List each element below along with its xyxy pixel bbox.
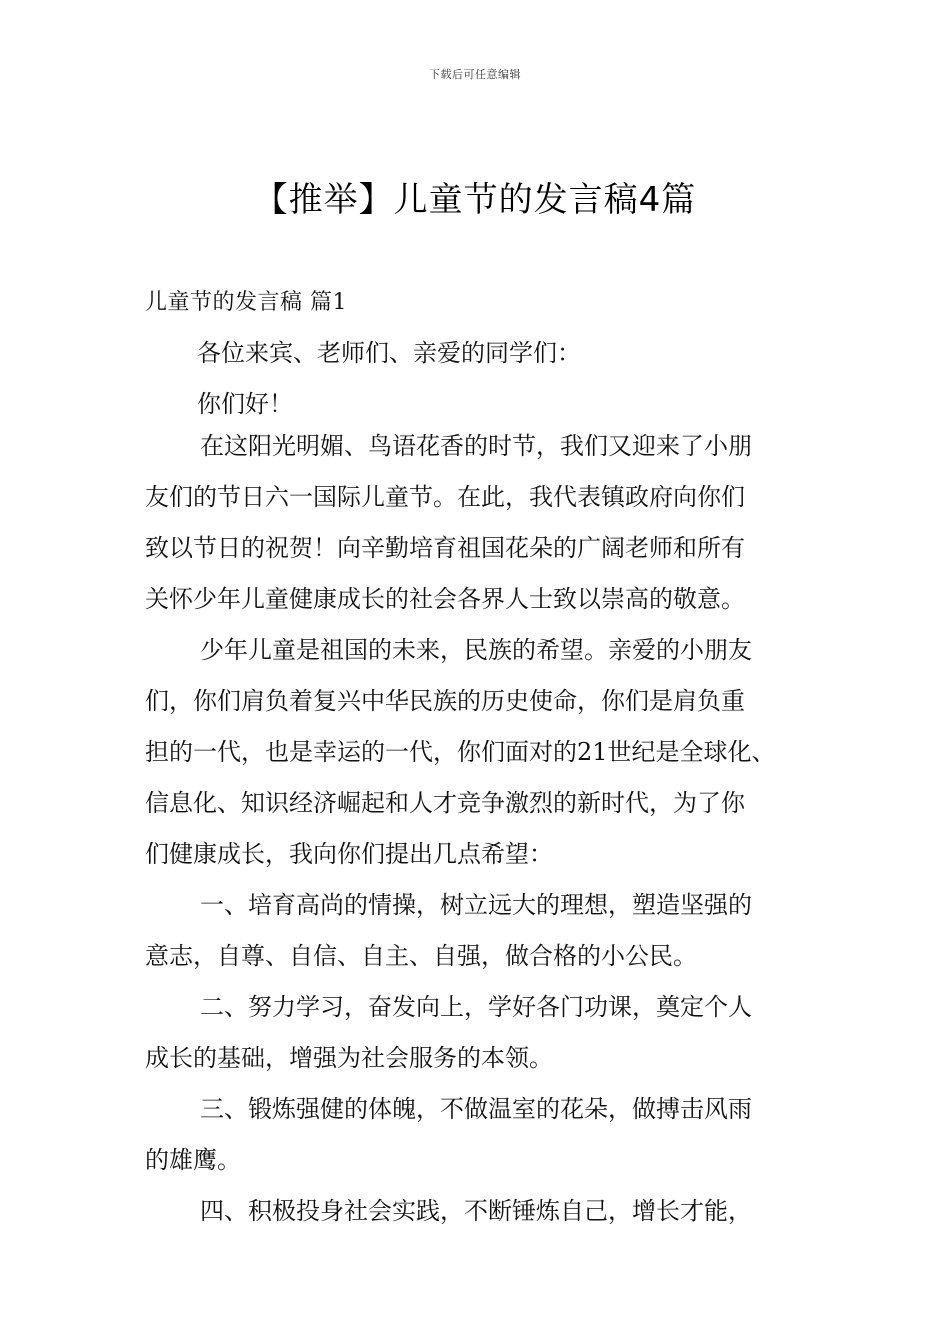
paragraph-line: 友们的节日六一国际儿童节。在此，我代表镇政府向你们: [145, 483, 745, 511]
speech-paragraph: [145, 982, 825, 1084]
hello-line: 你们好！: [197, 390, 293, 418]
section-heading: 儿童节的发言稿 篇1: [145, 290, 347, 315]
speech-paragraph: [145, 625, 825, 880]
paragraph-line: 四、积极投身社会实践，不断锤炼自己，增长才能，: [200, 1197, 752, 1225]
paragraph-line: 关怀少年儿童健康成长的社会各界人士致以崇高的敬意。: [145, 585, 745, 613]
speech-body: [145, 421, 825, 1237]
paragraph-line: 担的一代，也是幸运的一代，你们面对的21世纪是全球化、: [145, 738, 776, 766]
paragraph-line: 信息化、知识经济崛起和人才竞争激烈的新时代，为了你: [145, 789, 745, 817]
header-note: 下载后可任意编辑: [429, 68, 521, 81]
paragraph-line: 少年儿童是祖国的未来，民族的希望。亲爱的小朋友: [200, 636, 752, 664]
paragraph-line: 们，你们肩负着复兴中华民族的历史使命，你们是肩负重: [145, 687, 745, 715]
paragraph-line: 三、锻炼强健的体魄，不做温室的花朵，做搏击风雨: [200, 1095, 752, 1123]
greeting-line: 各位来宾、老师们、亲爱的同学们：: [197, 339, 581, 367]
paragraph-line: 们健康成长，我向你们提出几点希望：: [145, 840, 553, 868]
document-title: 【推举】儿童节的发言稿4篇: [253, 180, 697, 220]
paragraph-line: 的雄鹰。: [145, 1146, 241, 1174]
greeting-block: [145, 328, 825, 430]
paragraph-line: 意志，自尊、自信、自主、自强，做合格的小公民。: [145, 942, 697, 970]
paragraph-line: 二、努力学习，奋发向上，学好各门功课，奠定个人: [200, 993, 752, 1021]
paragraph-line: 成长的基础，增强为社会服务的本领。: [145, 1044, 553, 1072]
speech-paragraph: [145, 1084, 825, 1186]
paragraph-line: 在这阳光明媚、鸟语花香的时节，我们又迎来了小朋: [200, 432, 752, 460]
paragraph-line: 一、培育高尚的情操，树立远大的理想，塑造坚强的: [200, 891, 752, 919]
speech-paragraph: [145, 421, 825, 625]
paragraph-line: 致以节日的祝贺！向辛勤培育祖国花朵的广阔老师和所有: [145, 534, 745, 562]
speech-paragraph: [145, 1186, 825, 1237]
speech-paragraph: [145, 880, 825, 982]
